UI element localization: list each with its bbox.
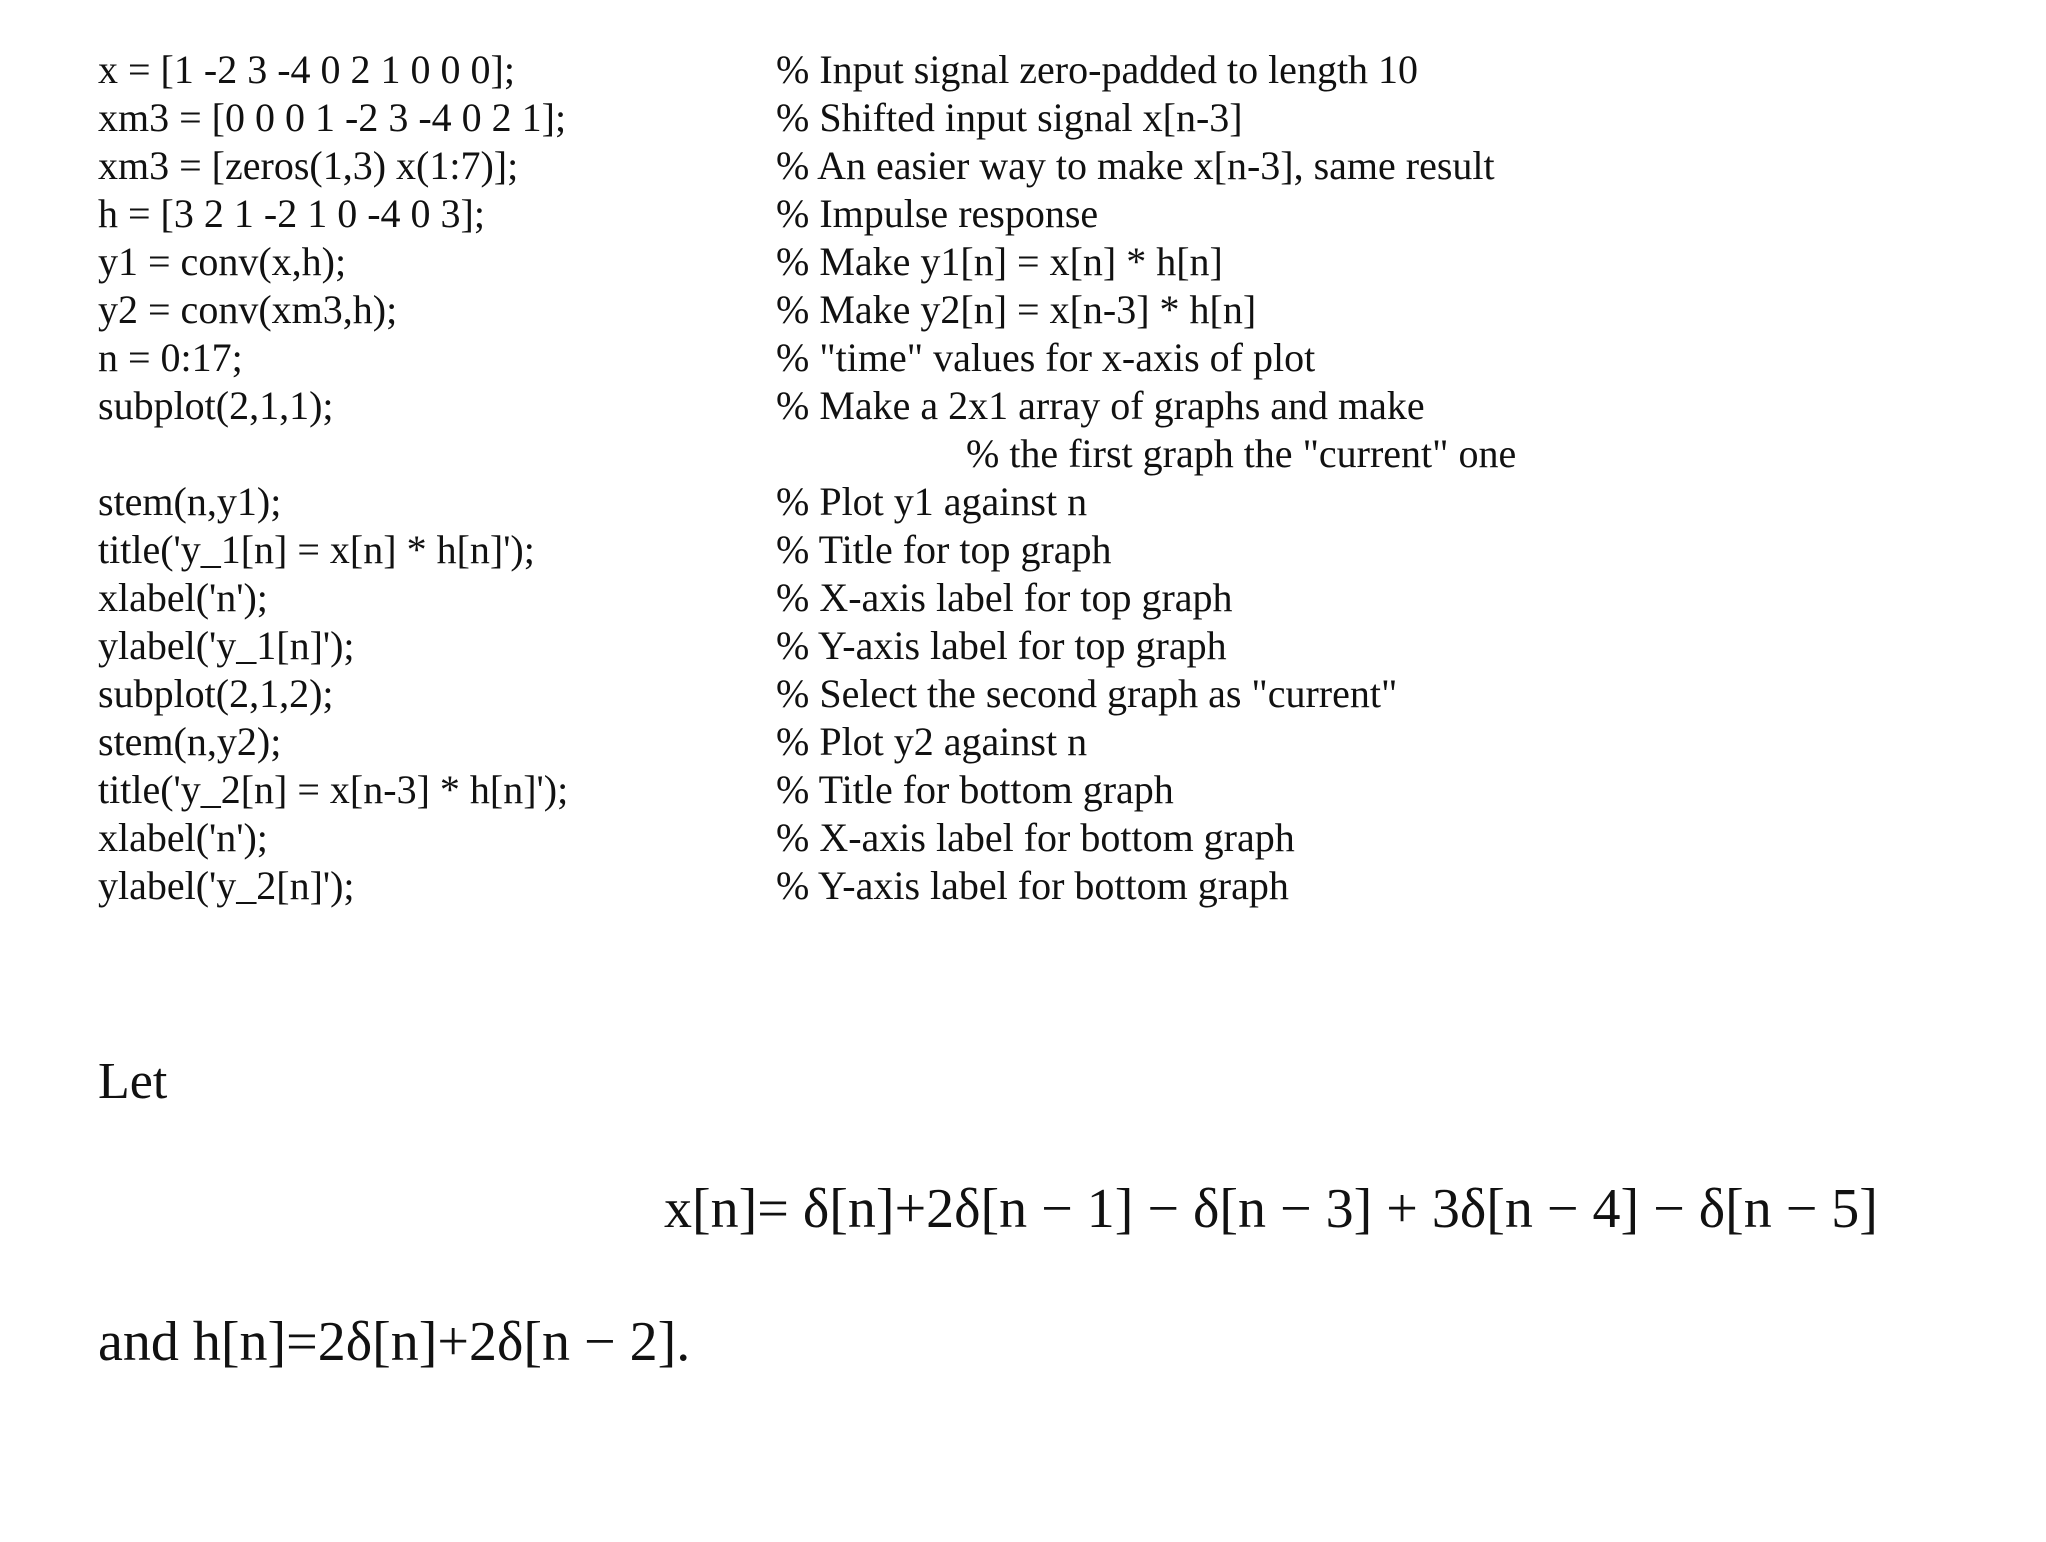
code-line	[98, 94, 1578, 142]
code-comment: % the first graph the "current" one	[966, 431, 1517, 476]
code-text: subplot(2,1,2);	[98, 671, 334, 716]
code-text: y2 = conv(xm3,h);	[98, 287, 398, 332]
x-equation: x[n]= δ[n]+2δ[n − 1] − δ[n − 3] + 3δ[n − 4] − δ[n − 5]	[664, 1178, 1878, 1240]
code-line	[98, 862, 1578, 910]
code-text: ylabel('y_1[n]');	[98, 623, 355, 668]
code-comment: % Make y2[n] = x[n-3] * h[n]	[776, 287, 1257, 332]
code-text: xlabel('n');	[98, 815, 268, 860]
code-line	[98, 142, 1578, 190]
code-line	[98, 766, 1578, 814]
code-text: title('y_1[n] = x[n] * h[n]');	[98, 527, 535, 572]
code-comment: % Make y1[n] = x[n] * h[n]	[776, 239, 1223, 284]
code-text: subplot(2,1,1);	[98, 383, 334, 428]
code-comment: % Shifted input signal x[n-3]	[776, 95, 1243, 140]
code-text: x = [1 -2 3 -4 0 2 1 0 0 0];	[98, 47, 515, 92]
code-line	[98, 814, 1578, 862]
code-comment: % Y-axis label for bottom graph	[776, 863, 1289, 908]
code-line	[98, 526, 1578, 574]
code-line	[98, 718, 1578, 766]
h-equation: and h[n]=2δ[n]+2δ[n − 2].	[98, 1311, 691, 1373]
code-comment: % "time" values for x-axis of plot	[776, 335, 1316, 380]
code-comment: % Select the second graph as "current"	[776, 671, 1398, 716]
code-comment: % Y-axis label for top graph	[776, 623, 1227, 668]
code-text: title('y_2[n] = x[n-3] * h[n]');	[98, 767, 569, 812]
code-line	[98, 382, 1578, 430]
code-text: ylabel('y_2[n]');	[98, 863, 355, 908]
code-text: xm3 = [zeros(1,3) x(1:7)];	[98, 143, 519, 188]
matlab-code-block	[98, 46, 1578, 910]
code-comment: % X-axis label for bottom graph	[776, 815, 1295, 860]
code-comment: % X-axis label for top graph	[776, 575, 1233, 620]
code-line	[98, 478, 1578, 526]
code-comment: % An easier way to make x[n-3], same result	[776, 143, 1495, 188]
code-comment: % Title for bottom graph	[776, 767, 1174, 812]
code-line	[98, 286, 1578, 334]
code-line	[98, 622, 1578, 670]
code-line	[98, 238, 1578, 286]
code-text: stem(n,y2);	[98, 719, 282, 764]
code-text: xlabel('n');	[98, 575, 268, 620]
let-heading: Let	[98, 1053, 168, 1110]
code-text: y1 = conv(x,h);	[98, 239, 347, 284]
code-comment: % Impulse response	[776, 191, 1099, 236]
code-comment: % Title for top graph	[776, 527, 1112, 572]
code-text: n = 0:17;	[98, 335, 243, 380]
code-line	[98, 190, 1578, 238]
code-comment: % Make a 2x1 array of graphs and make	[776, 383, 1425, 428]
code-line	[98, 46, 1578, 94]
code-text: stem(n,y1);	[98, 479, 282, 524]
code-text: h = [3 2 1 -2 1 0 -4 0 3];	[98, 191, 485, 236]
code-comment: % Input signal zero-padded to length 10	[776, 47, 1419, 92]
code-line-continuation	[98, 430, 1578, 478]
code-line	[98, 574, 1578, 622]
code-comment: % Plot y1 against n	[776, 479, 1088, 524]
code-comment: % Plot y2 against n	[776, 719, 1088, 764]
code-text: xm3 = [0 0 0 1 -2 3 -4 0 2 1];	[98, 95, 567, 140]
code-line	[98, 670, 1578, 718]
code-line	[98, 334, 1578, 382]
